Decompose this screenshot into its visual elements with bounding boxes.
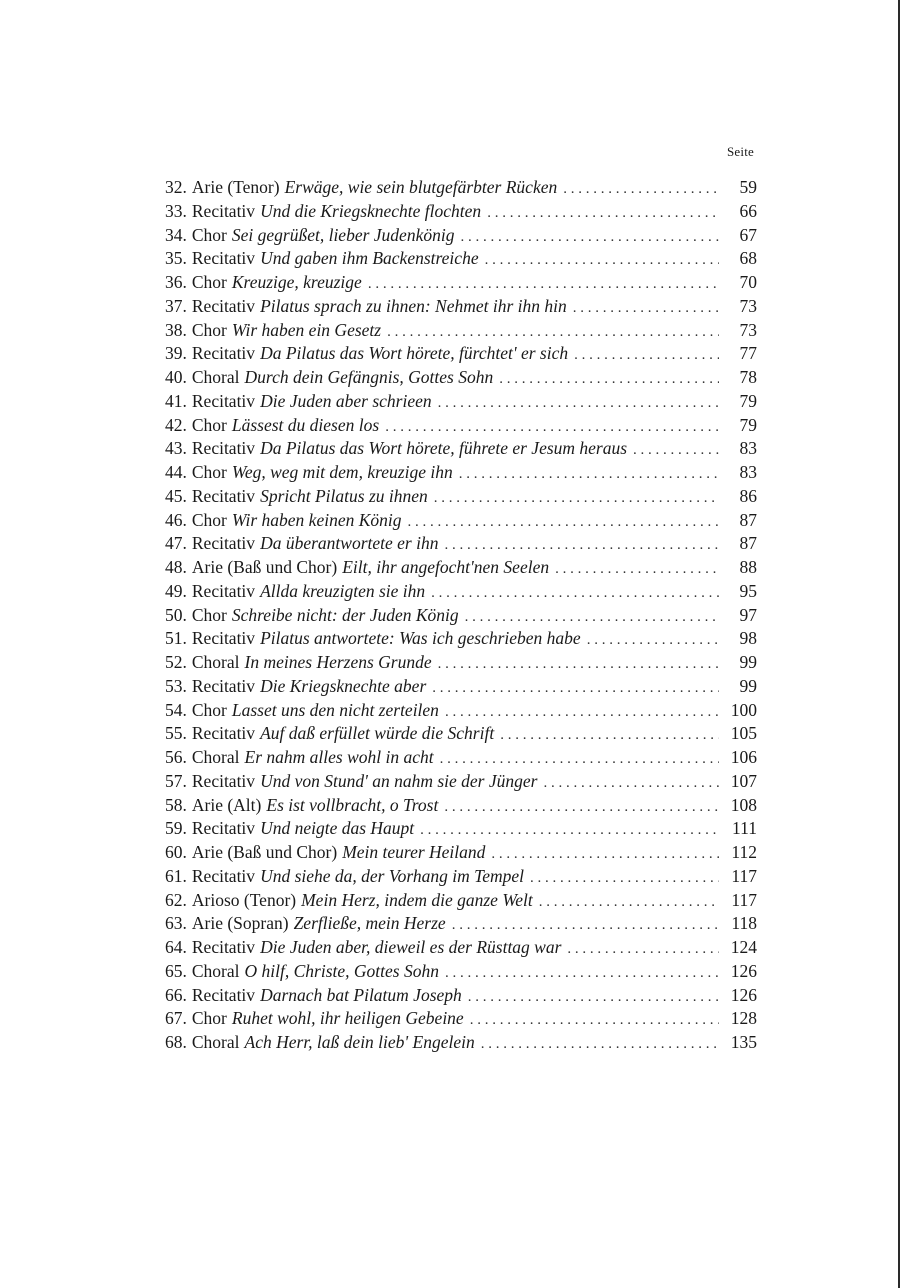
entry-title: O hilf, Christe, Gottes Sohn [244, 960, 439, 981]
toc-entry [165, 794, 757, 818]
dot-leader [452, 914, 719, 938]
dot-leader [368, 273, 719, 297]
dot-leader [440, 748, 719, 772]
entry-movement-type: Recitativ [191, 937, 256, 957]
entry-movement-type: Chor [191, 319, 227, 340]
entry-movement-type: Recitativ [191, 818, 256, 839]
entry-movement-type: Recitativ [191, 248, 256, 269]
entry-number: 53. [165, 675, 187, 696]
entry-page-number: 98 [739, 628, 757, 649]
dot-leader [385, 416, 719, 440]
entry-title: Allda kreuzigten sie ihn [260, 580, 426, 601]
entry-page-number: 87 [739, 533, 757, 554]
entry-title: Wir haben ein Gesetz [231, 319, 382, 340]
entry-movement-type: Choral [191, 367, 240, 387]
entry-movement-type: Recitativ [191, 390, 256, 411]
entry-title: Zerfließe, mein Herze [293, 913, 446, 934]
entry-movement-type: Recitativ [191, 675, 256, 696]
entry-movement-type: Recitativ [191, 984, 256, 1005]
entry-page-number: 117 [731, 889, 757, 910]
entry-movement-type: Recitativ [191, 723, 256, 744]
entry-movement-type: Arie (Sopran) [191, 913, 289, 934]
entry-title: Und von Stund' an nahm sie der Jünger [260, 770, 538, 791]
entry-movement-type: Arie (Tenor) [191, 177, 280, 197]
dot-leader [431, 582, 719, 606]
entry-page-number: 73 [739, 295, 757, 316]
toc-entry [165, 200, 757, 224]
toc-entry [165, 366, 757, 390]
entry-movement-type: Chor [191, 604, 227, 625]
entry-movement-type: Recitativ [191, 628, 256, 649]
entry-page-number: 107 [730, 770, 757, 791]
entry-page-number: 97 [739, 604, 757, 625]
entry-page-number: 95 [739, 580, 757, 601]
toc-entry [165, 1007, 757, 1031]
entry-number: 55. [165, 723, 187, 744]
toc-entry [165, 509, 757, 533]
dot-leader [432, 677, 719, 701]
entry-number: 35. [165, 248, 187, 269]
entry-page-number: 100 [730, 699, 757, 720]
entry-title: Darnach bat Pilatum Joseph [260, 984, 462, 1005]
entry-number: 51. [165, 628, 187, 649]
entry-title: Mein teurer Heiland [342, 842, 486, 862]
entry-number: 67. [165, 1008, 187, 1029]
toc-entry [165, 889, 757, 913]
entry-number: 54. [165, 699, 187, 720]
dot-leader [539, 891, 719, 915]
entry-title: Ruhet wohl, ihr heiligen Gebeine [231, 1008, 464, 1029]
entry-number: 58. [165, 794, 187, 815]
entry-page-number: 83 [739, 462, 757, 482]
entry-movement-type: Arie (Baß und Chor) [191, 557, 338, 577]
entry-page-number: 99 [739, 675, 757, 696]
entry-number: 65. [165, 960, 187, 981]
entry-page-number: 68 [739, 248, 757, 269]
toc-entry [165, 627, 757, 651]
entry-page-number: 78 [739, 367, 757, 387]
entry-movement-type: Recitativ [191, 200, 256, 221]
entry-title: Ach Herr, laß dein lieb' Engelein [244, 1032, 475, 1052]
entry-number: 33. [165, 200, 187, 221]
dot-leader [420, 819, 719, 843]
toc-entry [165, 580, 757, 604]
entry-number: 47. [165, 533, 187, 554]
entry-page-number: 79 [739, 414, 757, 435]
dot-leader [460, 226, 719, 250]
entry-page-number: 83 [739, 438, 757, 459]
dot-leader [459, 463, 719, 487]
toc-entry [165, 556, 757, 580]
dot-leader [543, 772, 719, 796]
dot-leader [444, 534, 719, 558]
entry-title: Kreuzige, kreuzige [231, 272, 362, 292]
entry-movement-type: Recitativ [191, 295, 256, 316]
entry-movement-type: Recitativ [191, 865, 256, 886]
entry-number: 38. [165, 319, 187, 340]
entry-title: Da überantwortete er ihn [260, 533, 439, 554]
entry-title: Lasset uns den nicht zerteilen [231, 699, 439, 720]
entry-movement-type: Recitativ [191, 343, 256, 364]
toc-entry [165, 247, 757, 271]
toc-entry [165, 390, 757, 414]
entry-page-number: 88 [739, 557, 757, 577]
entry-title: Weg, weg mit dem, kreuzige ihn [231, 462, 453, 482]
toc-entry [165, 271, 757, 295]
dot-leader [470, 1009, 719, 1033]
dot-leader [491, 843, 719, 867]
entry-number: 50. [165, 604, 187, 625]
entry-number: 43. [165, 438, 187, 459]
toc-entry [165, 770, 757, 794]
entry-movement-type: Chor [191, 414, 227, 435]
entry-number: 37. [165, 295, 187, 316]
entry-number: 46. [165, 509, 187, 530]
entry-number: 44. [165, 462, 187, 482]
entry-title: Es ist vollbracht, o Trost [266, 794, 439, 815]
toc-entry [165, 342, 757, 366]
dot-leader [408, 511, 719, 535]
entry-title: Spricht Pilatus zu ihnen [260, 485, 428, 506]
dot-leader [465, 606, 719, 630]
dot-leader [563, 178, 719, 202]
toc-entry [165, 746, 757, 770]
entry-title: Pilatus antwortete: Was ich geschrieben habe [260, 628, 581, 649]
entry-movement-type: Choral [191, 652, 240, 672]
toc-entry [165, 841, 757, 865]
entry-title: Durch dein Gefängnis, Gottes Sohn [244, 367, 494, 387]
entry-number: 59. [165, 818, 187, 839]
entry-number: 52. [165, 652, 187, 672]
toc-entry [165, 1031, 757, 1055]
entry-title: Die Juden aber, dieweil es der Rüsttag war [260, 937, 562, 957]
entry-page-number: 86 [739, 485, 757, 506]
entry-movement-type: Recitativ [191, 533, 256, 554]
entry-page-number: 126 [730, 960, 757, 981]
entry-title: Die Juden aber schrieen [260, 390, 432, 411]
toc-entry [165, 485, 757, 509]
entry-number: 49. [165, 580, 187, 601]
dot-leader [500, 724, 719, 748]
dot-leader [438, 392, 719, 416]
toc-entry [165, 651, 757, 675]
entry-title: In meines Herzens Grunde [244, 652, 432, 672]
entry-number: 41. [165, 390, 187, 411]
dot-leader [574, 344, 719, 368]
entry-movement-type: Chor [191, 462, 227, 482]
entry-page-number: 135 [730, 1032, 757, 1052]
page-column-header: Seite [727, 144, 754, 159]
entry-title: Die Kriegsknechte aber [260, 675, 427, 696]
entry-page-number: 112 [731, 842, 757, 862]
toc-entry [165, 936, 757, 960]
entry-movement-type: Chor [191, 272, 227, 292]
entry-page-number: 105 [730, 723, 757, 744]
toc-entry [165, 461, 757, 485]
entry-movement-type: Arie (Alt) [191, 794, 262, 815]
entry-movement-type: Recitativ [191, 485, 256, 506]
dot-leader [487, 202, 719, 226]
dot-leader [445, 701, 719, 725]
entry-number: 64. [165, 937, 187, 957]
entry-title: Erwäge, wie sein blutgefärbter Rücken [284, 177, 558, 197]
table-of-contents [165, 176, 757, 1055]
entry-title: Sei gegrüßet, lieber Judenkönig [231, 224, 455, 245]
toc-entry [165, 984, 757, 1008]
entry-page-number: 67 [739, 224, 757, 245]
entry-movement-type: Recitativ [191, 580, 256, 601]
toc-entry [165, 912, 757, 936]
entry-title: Lässest du diesen los [231, 414, 380, 435]
entry-number: 62. [165, 889, 187, 910]
entry-page-number: 126 [730, 984, 757, 1005]
toc-entry [165, 319, 757, 343]
entry-movement-type: Arioso (Tenor) [191, 889, 297, 910]
entry-number: 66. [165, 984, 187, 1005]
toc-entry [165, 722, 757, 746]
entry-page-number: 66 [739, 200, 757, 221]
toc-entry [165, 817, 757, 841]
entry-movement-type: Chor [191, 224, 227, 245]
dot-leader [567, 938, 719, 962]
entry-page-number: 117 [731, 865, 757, 886]
entry-number: 32. [165, 177, 187, 197]
toc-entry [165, 699, 757, 723]
dot-leader [444, 796, 719, 820]
entry-page-number: 59 [739, 177, 757, 197]
entry-number: 34. [165, 224, 187, 245]
toc-entry [165, 295, 757, 319]
entry-title: Und neigte das Haupt [260, 818, 415, 839]
entry-page-number: 70 [739, 272, 757, 292]
entry-title: Und gaben ihm Backenstreiche [260, 248, 479, 269]
entry-movement-type: Choral [191, 747, 240, 767]
entry-movement-type: Chor [191, 1008, 227, 1029]
dot-leader [485, 249, 719, 273]
dot-leader [445, 962, 719, 986]
toc-entry [165, 414, 757, 438]
toc-entry [165, 604, 757, 628]
entry-number: 36. [165, 272, 187, 292]
toc-entry [165, 865, 757, 889]
entry-number: 63. [165, 913, 187, 934]
entry-title: Wir haben keinen König [231, 509, 402, 530]
toc-entry [165, 437, 757, 461]
entry-title: Und siehe da, der Vorhang im Tempel [260, 865, 525, 886]
entry-page-number: 73 [739, 319, 757, 340]
dot-leader [438, 653, 719, 677]
entry-page-number: 108 [730, 794, 757, 815]
entry-movement-type: Choral [191, 1032, 240, 1052]
dot-leader [481, 1033, 719, 1057]
entry-page-number: 99 [739, 652, 757, 672]
entry-number: 61. [165, 865, 187, 886]
entry-page-number: 111 [732, 818, 757, 839]
entry-movement-type: Arie (Baß und Chor) [191, 842, 338, 862]
entry-page-number: 87 [739, 509, 757, 530]
entry-number: 57. [165, 770, 187, 791]
entry-title: Er nahm alles wohl in acht [244, 747, 434, 767]
dot-leader [555, 558, 719, 582]
entry-number: 56. [165, 747, 187, 767]
entry-page-number: 106 [730, 747, 757, 767]
entry-title: Schreibe nicht: der Juden König [231, 604, 459, 625]
entry-number: 40. [165, 367, 187, 387]
entry-title: Mein Herz, indem die ganze Welt [301, 889, 533, 910]
entry-movement-type: Chor [191, 699, 227, 720]
entry-page-number: 118 [731, 913, 757, 934]
entry-number: 48. [165, 557, 187, 577]
toc-entry [165, 675, 757, 699]
entry-title: Da Pilatus das Wort hörete, fürchtet' er sich [260, 343, 569, 364]
entry-movement-type: Chor [191, 509, 227, 530]
toc-entry [165, 960, 757, 984]
entry-movement-type: Recitativ [191, 770, 256, 791]
dot-leader [499, 368, 719, 392]
dot-leader [468, 986, 719, 1010]
entry-title: Und die Kriegsknechte flochten [260, 200, 482, 221]
entry-page-number: 79 [739, 390, 757, 411]
toc-entry [165, 224, 757, 248]
dot-leader [530, 867, 719, 891]
entry-title: Pilatus sprach zu ihnen: Nehmet ihr ihn hin [260, 295, 567, 316]
entry-title: Da Pilatus das Wort hörete, führete er Jesum heraus [260, 438, 628, 459]
entry-number: 60. [165, 842, 187, 862]
entry-page-number: 124 [730, 937, 757, 957]
dot-leader [434, 487, 719, 511]
entry-page-number: 77 [739, 343, 757, 364]
entry-title: Eilt, ihr angefocht'nen Seelen [342, 557, 550, 577]
entry-number: 39. [165, 343, 187, 364]
dot-leader [587, 629, 719, 653]
entry-movement-type: Recitativ [191, 438, 256, 459]
entry-number: 68. [165, 1032, 187, 1052]
toc-entry [165, 176, 757, 200]
toc-entry [165, 532, 757, 556]
entry-title: Auf daß erfüllet würde die Schrift [260, 723, 495, 744]
entry-number: 42. [165, 414, 187, 435]
dot-leader [573, 297, 719, 321]
entry-number: 45. [165, 485, 187, 506]
dot-leader [387, 321, 719, 345]
dot-leader [633, 439, 719, 463]
entry-movement-type: Choral [191, 960, 240, 981]
entry-page-number: 128 [730, 1008, 757, 1029]
